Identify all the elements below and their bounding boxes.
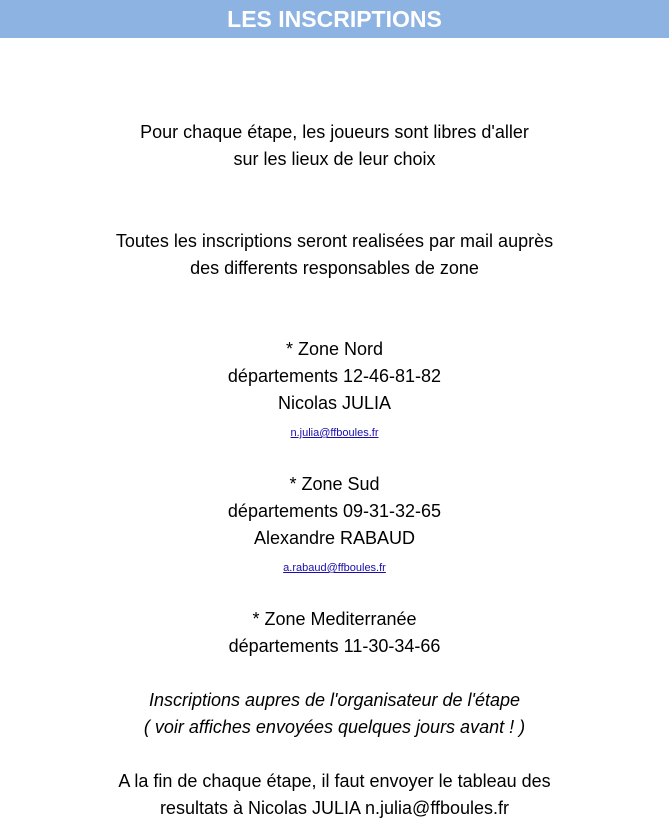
zone-sud: [0, 471, 669, 579]
zone-departments: départements 12-46-81-82: [227, 366, 442, 386]
inscriptions-line-2: des differents responsables de zone: [190, 258, 479, 278]
zone-departments: départements 09-31-32-65: [227, 501, 442, 521]
zone-email-link[interactable]: a.rabaud@ffboules.fr: [283, 562, 386, 574]
footer-line-2: resultats à Nicolas JULIA n.julia@ffboules.fr: [159, 798, 510, 818]
intro-line-2: sur les lieux de leur choix: [233, 149, 436, 169]
zone-name: * Zone Sud: [289, 474, 380, 494]
zone-nord: [0, 336, 669, 444]
intro-line-1: Pour chaque étape, les joueurs sont libres d'aller: [140, 122, 529, 142]
inscriptions-line-1: Toutes les inscriptions seront realisées par mail auprès: [115, 231, 554, 251]
zone-name: * Zone Mediterranée: [252, 609, 417, 629]
page-title: LES INSCRIPTIONS: [0, 0, 669, 38]
zone-email-link[interactable]: n.julia@ffboules.fr: [290, 427, 379, 439]
footer-line-1: A la fin de chaque étape, il faut envoyer le tableau des: [118, 771, 551, 791]
footer-paragraph: [0, 768, 669, 822]
note-line-2: ( voir affiches envoyées quelques jours avant ! ): [143, 717, 526, 737]
zone-name: * Zone Nord: [285, 339, 384, 359]
zone-departments: départements 11-30-34-66: [228, 636, 441, 656]
organizer-note: [0, 687, 669, 741]
intro-paragraph: [0, 119, 669, 173]
zone-mediterranee: [0, 606, 669, 660]
inscriptions-paragraph: [0, 228, 669, 282]
zone-contact: Nicolas JULIA: [277, 393, 392, 413]
zone-contact: Alexandre RABAUD: [253, 528, 416, 548]
note-line-1: Inscriptions aupres de l'organisateur de l'étape: [148, 690, 521, 710]
